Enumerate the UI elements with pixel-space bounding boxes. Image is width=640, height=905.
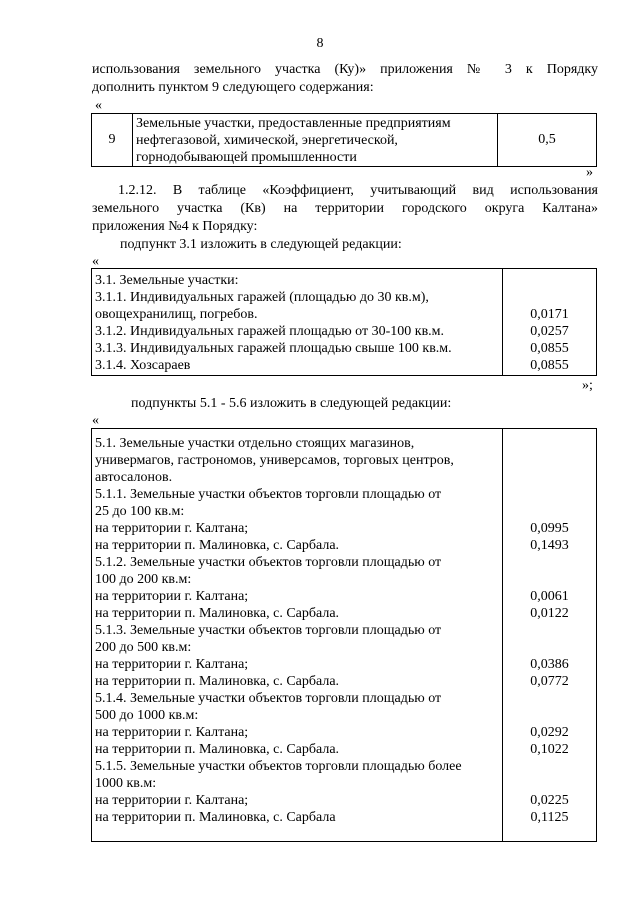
table-row-value — [503, 775, 596, 792]
table-row-text: на территории п. Малиновка, с. Сарбала. — [95, 606, 340, 621]
table-row-text: универмагов, гастрономов, универсамов, торговых центров, — [95, 453, 454, 468]
table-row-text: на территории п. Малиновка, с. Сарбала. — [95, 742, 340, 757]
table-row-text: 100 до 200 кв.м: — [95, 572, 192, 587]
quote-open-1: « — [95, 98, 102, 113]
table-row-value — [503, 571, 596, 588]
table-row-value: 0,0386 — [530, 657, 569, 672]
quote-close-1: » — [586, 165, 593, 180]
table-row-value: 0,0995 — [530, 521, 569, 536]
table-row-text: 3.1. Земельные участки: — [95, 273, 239, 288]
table-row-text: 500 до 1000 кв.м: — [95, 708, 199, 723]
subpoint-31-intro: подпункт 3.1 изложить в следующей редакции: — [120, 237, 402, 252]
table-row-value: 0,1493 — [530, 538, 569, 553]
subpoint-51-intro: подпункты 5.1 - 5.6 изложить в следующей редакции: — [131, 396, 452, 411]
table-row-text: на территории г. Калтана; — [95, 793, 249, 808]
table-row-text: 5.1. Земельные участки отдельно стоящих магазинов, — [95, 436, 415, 451]
quote-open-2: « — [92, 254, 99, 269]
table-row-value: 0,0122 — [530, 606, 569, 621]
table-row-value — [503, 272, 596, 289]
page-number: 8 — [316, 36, 324, 51]
table-kv-31 — [91, 268, 597, 376]
table-row-text: 200 до 500 кв.м: — [95, 640, 192, 655]
table-row-value — [503, 435, 596, 452]
table-kv-51 — [91, 428, 597, 842]
table-row-value: 0,0171 — [530, 307, 569, 322]
table-row-text: 5.1.3. Земельные участки объектов торговли площадью от — [95, 623, 442, 638]
table-row-value: 0,0257 — [530, 324, 569, 339]
table-row-text: на территории г. Калтана; — [95, 725, 249, 740]
table-row-text: на территории п. Малиновка, с. Сарбала. — [95, 538, 340, 553]
table-row-value — [503, 452, 596, 469]
table-row-value — [503, 758, 596, 775]
table-row-text: 5.1.5. Земельные участки объектов торговли площадью более — [95, 759, 462, 774]
table-row-value: 0,0772 — [530, 674, 569, 689]
table-row-text: на территории г. Калтана; — [95, 589, 249, 604]
table-ku-addition — [91, 113, 597, 167]
table-row-value: 0,0292 — [530, 725, 569, 740]
table-row-text: 3.1.1. Индивидуальных гаражей (площадью до 30 кв.м), — [95, 290, 429, 305]
para-1212-line-3: приложения №4 к Порядку: — [92, 219, 258, 234]
table-row-text: на территории г. Калтана; — [95, 657, 249, 672]
table-row-text: автосалонов. — [95, 470, 173, 485]
para-1212-line-1: 1.2.12. В таблице «Коэффициент, учитывающий вид использования — [118, 183, 598, 198]
table-row-value: 0,0225 — [530, 793, 569, 808]
table-row-text: 1000 кв.м: — [95, 776, 157, 791]
para-1212-line-2: земельного участка (Кв) на территории городского округа Калтана» — [92, 201, 598, 216]
table-row-text: 5.1.2. Земельные участки объектов торговли площадью от — [95, 555, 442, 570]
table-row-text: на территории п. Малиновка, с. Сарбала — [95, 810, 336, 825]
table-row-value — [503, 503, 596, 520]
table-row-value: 0,0855 — [530, 358, 569, 373]
table-row-value: 0,1125 — [530, 810, 569, 825]
table1-description-line: нефтегазовой, химической, энергетической, — [136, 133, 398, 148]
table1-number: 9 — [92, 114, 133, 167]
table-row-value — [503, 289, 596, 306]
table-row-value — [503, 622, 596, 639]
table-row-text: 5.1.4. Земельные участки объектов торговли площадью от — [95, 691, 442, 706]
quote-close-2: »; — [582, 378, 593, 393]
table1-value: 0,5 — [498, 114, 597, 167]
table-row-value — [503, 469, 596, 486]
table-row-value — [503, 690, 596, 707]
intro-line-2: дополнить пунктом 9 следующего содержания: — [92, 80, 374, 95]
table-row-text: 5.1.1. Земельные участки объектов торговли площадью от — [95, 487, 442, 502]
table-row-text: 3.1.4. Хозсараев — [95, 358, 191, 373]
table-row-value: 0,0855 — [530, 341, 569, 356]
table-row-value: 0,1022 — [530, 742, 569, 757]
table1-description-line: Земельные участки, предоставленные предприятиям — [136, 116, 451, 131]
table-row-text: овощехранилищ, погребов. — [95, 307, 258, 322]
intro-line-1: использования земельного участка (Ку)» приложения № 3 к Порядку — [92, 62, 598, 77]
table-row-value — [503, 486, 596, 503]
table-row-text: 25 до 100 кв.м: — [95, 504, 185, 519]
quote-open-3: « — [92, 413, 99, 428]
table-row-text: на территории г. Калтана; — [95, 521, 249, 536]
table1-description-line: горнодобывающей промышленности — [136, 150, 357, 165]
table-row-value — [503, 554, 596, 571]
table-row-value: 0,0061 — [530, 589, 569, 604]
table-row-text: 3.1.2. Индивидуальных гаражей площадью от 30-100 кв.м. — [95, 324, 445, 339]
table-row-text: 3.1.3. Индивидуальных гаражей площадью свыше 100 кв.м. — [95, 341, 452, 356]
table-row-value — [503, 639, 596, 656]
table-row-text: на территории п. Малиновка, с. Сарбала. — [95, 674, 340, 689]
table-row-value — [503, 707, 596, 724]
